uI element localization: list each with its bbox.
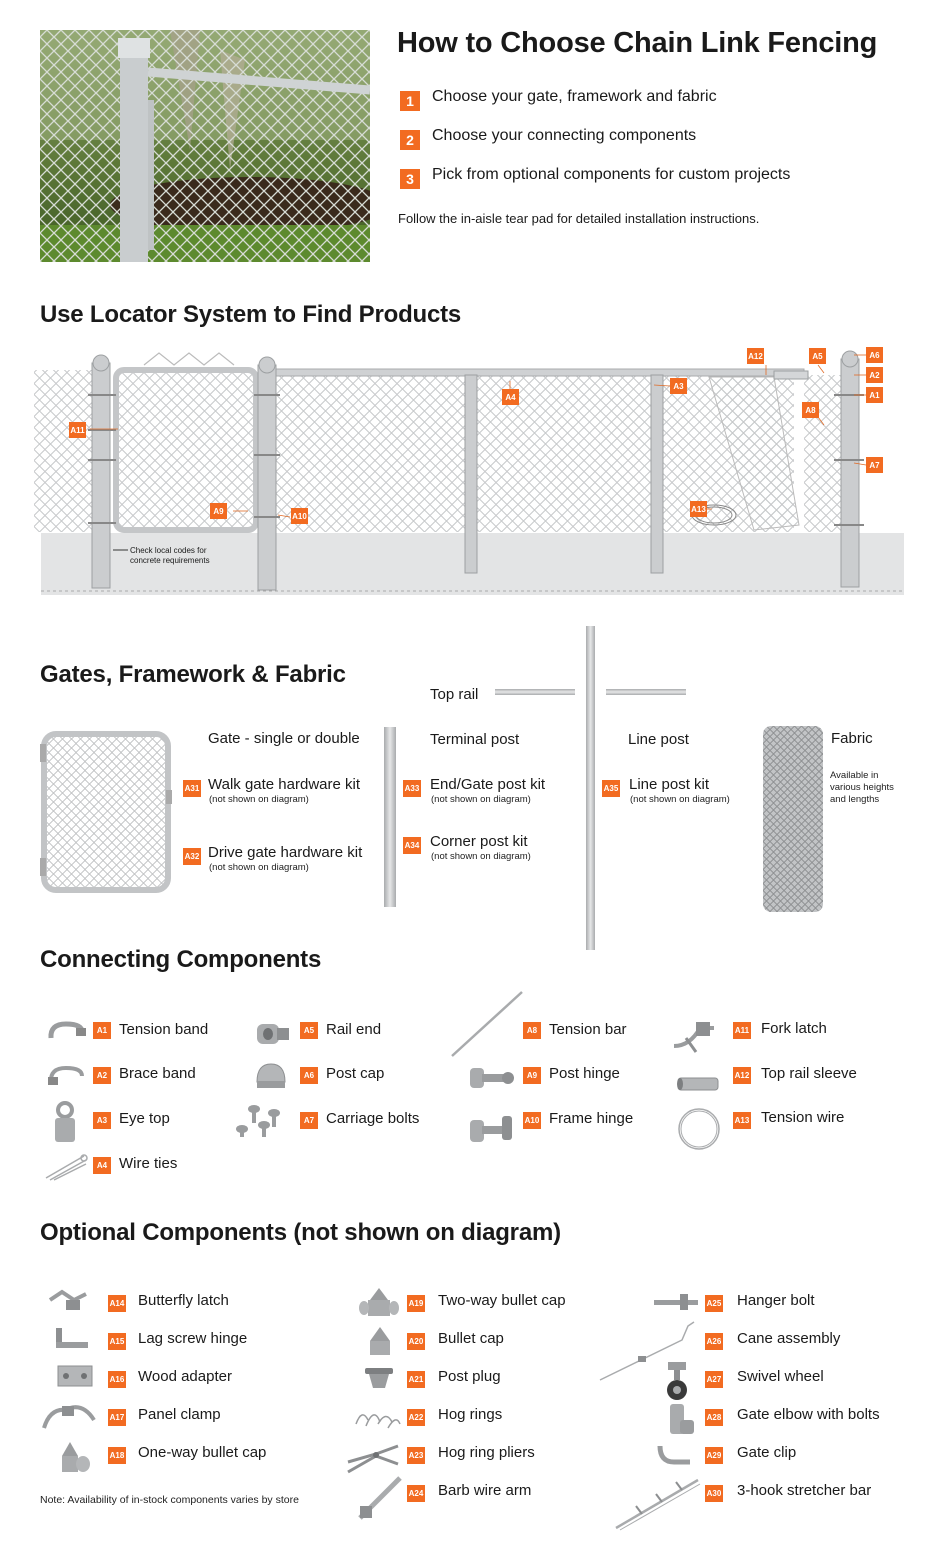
wood-adapter-icon bbox=[56, 1362, 96, 1390]
page-title: How to Choose Chain Link Fencing bbox=[397, 27, 878, 59]
code-a12: A12 bbox=[733, 1067, 751, 1084]
bullet-cap-label: Bullet cap bbox=[438, 1330, 504, 1347]
tension-wire-icon bbox=[676, 1106, 722, 1152]
fabric-label: Fabric bbox=[831, 730, 873, 747]
bullet-cap-icon bbox=[366, 1325, 394, 1359]
code-a13: A13 bbox=[733, 1112, 751, 1129]
top-rail-sleeve-icon bbox=[676, 1074, 720, 1094]
gate-elbow-label: Gate elbow with bolts bbox=[737, 1406, 880, 1423]
code-a28: A28 bbox=[705, 1409, 723, 1426]
frame-hinge-label: Frame hinge bbox=[549, 1110, 634, 1127]
connecting-title: Connecting Components bbox=[40, 946, 322, 973]
code-a8: A8 bbox=[523, 1022, 541, 1039]
tension-bar-icon bbox=[450, 990, 524, 1058]
end-post-note: (not shown on diagram) bbox=[431, 794, 531, 805]
gate-clip-label: Gate clip bbox=[737, 1444, 797, 1461]
two-way-bullet-cap-icon bbox=[358, 1286, 400, 1322]
hero-photo bbox=[40, 30, 370, 262]
code-a31: A31 bbox=[183, 780, 201, 797]
one-way-bullet-cap-icon bbox=[58, 1438, 92, 1476]
carriage-bolts-icon bbox=[234, 1103, 290, 1139]
top-rail-left-image bbox=[495, 689, 575, 695]
code-a32: A32 bbox=[183, 848, 201, 865]
locator-a4: A4 bbox=[502, 389, 519, 405]
rail-end-label: Rail end bbox=[326, 1021, 382, 1038]
locator-a10: A10 bbox=[291, 508, 308, 524]
code-a18: A18 bbox=[108, 1447, 126, 1464]
hog-ring-pliers-icon bbox=[346, 1442, 402, 1476]
locator-a7: A7 bbox=[866, 457, 883, 473]
eye-top-label: Eye top bbox=[119, 1110, 170, 1127]
drive-gate-note: (not shown on diagram) bbox=[209, 862, 309, 873]
code-a25: A25 bbox=[705, 1295, 723, 1312]
code-a22: A22 bbox=[407, 1409, 425, 1426]
gates-title: Gates, Framework & Fabric bbox=[40, 661, 346, 688]
swivel-wheel-label: Swivel wheel bbox=[737, 1368, 824, 1385]
carriage-bolts-label: Carriage bolts bbox=[326, 1110, 420, 1127]
fork-latch-icon bbox=[670, 1018, 720, 1054]
line-post-kit: Line post kit bbox=[629, 776, 710, 793]
terminal-post-image bbox=[384, 727, 396, 907]
locator-a6: A6 bbox=[866, 347, 883, 363]
corner-post-kit: Corner post kit bbox=[430, 833, 528, 850]
brace-band-label: Brace band bbox=[119, 1065, 196, 1082]
hanger-bolt-label: Hanger bolt bbox=[737, 1292, 815, 1309]
barb-wire-arm-icon bbox=[356, 1474, 404, 1522]
hog-ring-pliers-label: Hog ring pliers bbox=[438, 1444, 535, 1461]
locator-a2: A2 bbox=[866, 367, 883, 383]
eye-top-icon bbox=[50, 1100, 80, 1146]
code-a27: A27 bbox=[705, 1371, 723, 1388]
code-a14: A14 bbox=[108, 1295, 126, 1312]
locator-title: Use Locator System to Find Products bbox=[40, 301, 462, 328]
step-3-text: Pick from optional components for custom projects bbox=[432, 166, 791, 183]
cane-assembly-label: Cane assembly bbox=[737, 1330, 841, 1347]
code-a19: A19 bbox=[407, 1295, 425, 1312]
wire-ties-label: Wire ties bbox=[119, 1155, 178, 1172]
code-a2: A2 bbox=[93, 1067, 111, 1084]
rail-end-icon bbox=[253, 1018, 293, 1048]
line-post-label: Line post bbox=[628, 731, 689, 748]
post-cap-icon bbox=[253, 1060, 289, 1092]
concrete-note: Check local codes for concrete requirements bbox=[130, 546, 210, 565]
fence-diagram bbox=[34, 345, 906, 600]
top-rail-sleeve-label: Top rail sleeve bbox=[761, 1065, 857, 1082]
code-a9: A9 bbox=[523, 1067, 541, 1084]
post-cap-label: Post cap bbox=[326, 1065, 385, 1082]
one-way-bullet-cap-label: One-way bullet cap bbox=[138, 1444, 267, 1461]
terminal-post-label: Terminal post bbox=[430, 731, 520, 748]
code-a5: A5 bbox=[300, 1022, 318, 1039]
code-a11: A11 bbox=[733, 1022, 751, 1039]
fabric-roll-image bbox=[763, 726, 823, 912]
code-a33: A33 bbox=[403, 780, 421, 797]
step-1-number: 1 bbox=[400, 91, 420, 111]
butterfly-latch-label: Butterfly latch bbox=[138, 1292, 229, 1309]
butterfly-latch-icon bbox=[46, 1288, 94, 1314]
step-1-text: Choose your gate, framework and fabric bbox=[432, 88, 717, 105]
hog-rings-icon bbox=[352, 1404, 402, 1432]
code-a15: A15 bbox=[108, 1333, 126, 1350]
code-a4: A4 bbox=[93, 1157, 111, 1174]
locator-a9: A9 bbox=[210, 503, 227, 519]
post-hinge-icon bbox=[468, 1060, 518, 1092]
swivel-wheel-icon bbox=[662, 1360, 692, 1402]
end-post-kit: End/Gate post kit bbox=[430, 776, 546, 793]
code-a17: A17 bbox=[108, 1409, 126, 1426]
post-plug-icon bbox=[363, 1366, 395, 1390]
step-2-number: 2 bbox=[400, 130, 420, 150]
gate-image bbox=[40, 730, 172, 896]
wood-adapter-label: Wood adapter bbox=[138, 1368, 232, 1385]
drive-gate-kit: Drive gate hardware kit bbox=[208, 844, 363, 861]
optional-title: Optional Components (not shown on diagram) bbox=[40, 1219, 561, 1246]
code-a34: A34 bbox=[403, 837, 421, 854]
lag-screw-hinge-icon bbox=[52, 1326, 92, 1352]
locator-a13: A13 bbox=[690, 501, 707, 517]
step-3-number: 3 bbox=[400, 169, 420, 189]
locator-a3: A3 bbox=[670, 378, 687, 394]
walk-gate-kit: Walk gate hardware kit bbox=[208, 776, 361, 793]
locator-a5: A5 bbox=[809, 348, 826, 364]
locator-a1: A1 bbox=[866, 387, 883, 403]
install-note: Follow the in-aisle tear pad for detailed installation instructions. bbox=[398, 211, 760, 226]
fabric-note: Available in various heights and lengths bbox=[830, 770, 894, 805]
stretcher-bar-label: 3-hook stretcher bar bbox=[737, 1482, 872, 1499]
brace-band-icon bbox=[46, 1062, 88, 1088]
code-a35: A35 bbox=[602, 780, 620, 797]
barb-wire-arm-label: Barb wire arm bbox=[438, 1482, 532, 1499]
tension-band-icon bbox=[46, 1018, 88, 1044]
wire-ties-icon bbox=[44, 1152, 88, 1182]
locator-a12: A12 bbox=[747, 348, 764, 364]
stretcher-bar-icon bbox=[612, 1476, 702, 1532]
code-a7: A7 bbox=[300, 1112, 318, 1129]
frame-hinge-icon bbox=[468, 1112, 518, 1146]
step-2-text: Choose your connecting components bbox=[432, 127, 697, 144]
code-a3: A3 bbox=[93, 1112, 111, 1129]
gate-elbow-icon bbox=[664, 1402, 696, 1438]
availability-note: Note: Availability of in-stock components varies by store bbox=[40, 1494, 299, 1506]
panel-clamp-icon bbox=[40, 1400, 98, 1434]
code-a23: A23 bbox=[407, 1447, 425, 1464]
top-rail-right-image bbox=[606, 689, 686, 695]
code-a21: A21 bbox=[407, 1371, 425, 1388]
code-a1: A1 bbox=[93, 1022, 111, 1039]
gate-clip-icon bbox=[656, 1442, 694, 1468]
tension-band-label: Tension band bbox=[119, 1021, 209, 1038]
code-a24: A24 bbox=[407, 1485, 425, 1502]
code-a26: A26 bbox=[705, 1333, 723, 1350]
fork-latch-label: Fork latch bbox=[761, 1020, 827, 1037]
code-a6: A6 bbox=[300, 1067, 318, 1084]
locator-a11: A11 bbox=[69, 422, 86, 438]
post-hinge-label: Post hinge bbox=[549, 1065, 620, 1082]
two-way-bullet-cap-label: Two-way bullet cap bbox=[438, 1292, 566, 1309]
code-a20: A20 bbox=[407, 1333, 425, 1350]
code-a16: A16 bbox=[108, 1371, 126, 1388]
top-rail-label: Top rail bbox=[430, 686, 479, 703]
code-a29: A29 bbox=[705, 1447, 723, 1464]
walk-gate-note: (not shown on diagram) bbox=[209, 794, 309, 805]
line-post-image bbox=[586, 626, 595, 950]
code-a30: A30 bbox=[705, 1485, 723, 1502]
lag-screw-hinge-label: Lag screw hinge bbox=[138, 1330, 248, 1347]
gate-label: Gate - single or double bbox=[208, 730, 360, 747]
tension-wire-label: Tension wire bbox=[761, 1109, 845, 1126]
post-plug-label: Post plug bbox=[438, 1368, 501, 1385]
hanger-bolt-icon bbox=[652, 1292, 702, 1314]
panel-clamp-label: Panel clamp bbox=[138, 1406, 221, 1423]
locator-a8: A8 bbox=[802, 402, 819, 418]
tension-bar-label: Tension bar bbox=[549, 1021, 627, 1038]
corner-post-note: (not shown on diagram) bbox=[431, 851, 531, 862]
hog-rings-label: Hog rings bbox=[438, 1406, 503, 1423]
code-a10: A10 bbox=[523, 1112, 541, 1129]
line-post-note: (not shown on diagram) bbox=[630, 794, 730, 805]
